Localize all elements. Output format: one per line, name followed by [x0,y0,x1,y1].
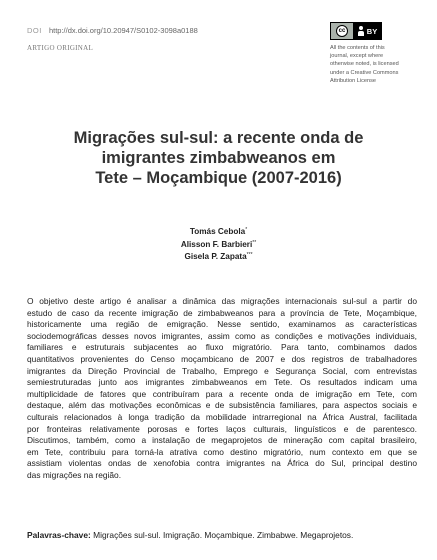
license-line: All the contents of this [330,45,385,51]
abstract [27,296,417,482]
keywords-text: Migrações sul-sul. Imigração. Moçambique. Zimbabwe. Megaprojetos. [93,530,354,540]
author-list [0,225,437,263]
article-title [0,128,437,188]
abstract-line: estudo de caso da recente imigração de zimbabweanos para a província de Tete, Moçambique, [27,307,417,318]
abstract-line: das migrações na região. [27,469,122,480]
cc-by-badge[interactable] [330,22,382,40]
author [0,238,437,251]
abstract-line: imigrantes da Direção Provincial de Trabalho, Emprego e Segurança Social, com entrevistas [27,365,417,376]
author [0,250,437,263]
abstract-line: historicamente uma região de emigração. Nesse sentido, examinamos as características [27,319,417,330]
abstract-line: familiares e estruturais subjacentes ao fluxo migratório. Para tanto, combinamos dados [27,342,417,353]
abstract-line: multiplicidade de fatores que contribuíram para a recente onda de imigração em Tete, com [27,388,417,399]
abstract-line: semiestruturadas junto aos imigrantes zimbabweanos em Tete. Os resultados indicam uma [27,377,417,388]
keywords [27,530,417,540]
author-footnote-mark: ** [252,239,257,246]
license-line: Attribution License [330,77,377,84]
doi-line [27,26,198,35]
abstract-line: quantitativos provenientes do Censo moçambicano de 2007 e dos registros de trabalhadores [27,353,417,364]
title-line: Migrações sul-sul: a recente onda de [73,129,364,147]
author-name: Gisela P. Zapata [184,252,247,261]
cc-logo-section [331,23,353,39]
by-label: BY [366,26,378,36]
doi-label: DOI [27,26,42,35]
person-icon [357,26,365,36]
by-section [353,23,381,39]
abstract-line: Discutimos, também, como a instalação de megaprojetos de mineração com capital brasileiro, [27,435,417,446]
license-line: under a Creative Commons [330,69,399,76]
title-line: imigrantes zimbabweanos em [101,149,336,167]
license-text [330,44,425,85]
abstract-line: por fronteiras relativamente porosas e fortes laços culturais, linguísticos e de parentesco. [27,423,417,434]
author [0,225,437,238]
author-footnote-mark: *** [246,252,253,258]
license-line: journal, except where [330,53,384,60]
abstract-line: destaque, além das motivações econômicas e de subsistência familiares, para aspectos sociais e [27,400,417,411]
author-footnote-mark: * [245,227,248,233]
cc-icon: cc [336,25,348,37]
author-name: Alisson F. Barbieri [180,239,253,249]
abstract-line: em Tete, contribuiu para torná-la atrativa como destino migratório, num contexto em que se [27,446,417,457]
keywords-label: Palavras-chave: [27,530,91,540]
abstract-line: O objetivo deste artigo é analisar a dinâmica das migrações internacionais sul-sul a partir do [27,296,417,306]
author-name: Tomás Cebola [189,227,246,236]
doi-link[interactable]: http://dx.doi.org/10.20947/S0102-3098a0188 [48,26,198,35]
license-line: otherwise noted, is licensed [330,61,399,68]
abstract-line: culturais relacionados à longa tradição da mobilidade intrarregional na África Austral, facilitada [27,411,417,422]
title-line: Tete – Moçambique (2007-2016) [95,169,342,187]
abstract-line: assistiam violentas ondas de xenofobia contra imigrantes na África do Sul, principal destino [27,458,417,469]
article-type: ARTIGO ORIGINAL [27,44,94,52]
abstract-line: sociodemográficas desses novos imigrantes, assim como as condições e motivações individuais, [27,330,417,341]
